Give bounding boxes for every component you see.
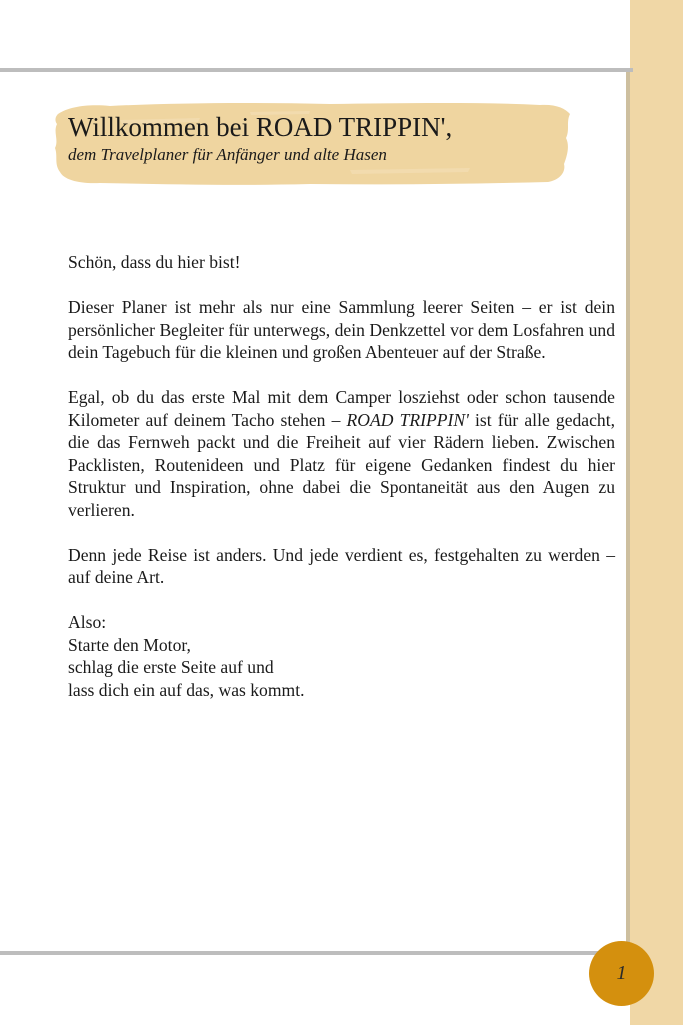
- audience-text-start: Egal, ob du das erste Mal mit dem Camper losziehst oder schon tausende Kilometer auf deinem Tacho stehen –: [68, 387, 615, 430]
- closing-lines: [68, 611, 615, 701]
- journey-paragraph: Denn jede Reise ist anders. Und jede verdient es, festgehalten zu werden – auf deine Art.: [68, 544, 615, 587]
- audience-paragraph: [68, 386, 615, 521]
- intro-paragraph: Dieser Planer ist mehr als nur eine Sammlung leerer Seiten – er ist dein persönlicher Begleiter für unterwegs, dein Denkzettel vor dem Losfahren und dein Tagebuch für die kleinen und großen Abenteuer auf der Straße.: [68, 297, 615, 362]
- closing-line: schlag die erste Seite auf und: [68, 657, 274, 677]
- brand-name: ROAD TRIPPIN': [346, 409, 469, 430]
- greeting: Schön, dass du hier bist!: [68, 252, 241, 272]
- side-strip-shadow: [626, 69, 630, 953]
- top-rule: [0, 68, 633, 72]
- audience-text-end: ist für alle gedacht, die das Fernweh packt und die Freiheit auf vier Rädern lieben. Zwischen Packlisten, Routenideen und Platz für eigene Gedanken findest du hier Struktur und Inspiration, ohne dabei die Spontaneität aus den Augen zu verlieren.: [68, 409, 616, 520]
- title-block: [68, 110, 588, 166]
- closing-line: lass dich ein auf das, was kommt.: [68, 679, 305, 700]
- closing-line: Starte den Motor,: [68, 634, 191, 655]
- body-text: [68, 251, 615, 724]
- bottom-rule: [0, 951, 633, 955]
- page-title: Willkommen bei ROAD TRIPPIN',: [68, 112, 453, 142]
- closing-line: Also:: [68, 612, 107, 632]
- side-accent-strip: [630, 0, 683, 1025]
- page-number-badge: [589, 941, 654, 1006]
- page-subtitle: dem Travelplaner für Anfänger und alte Hasen: [68, 145, 387, 164]
- page-number: 1: [616, 962, 627, 984]
